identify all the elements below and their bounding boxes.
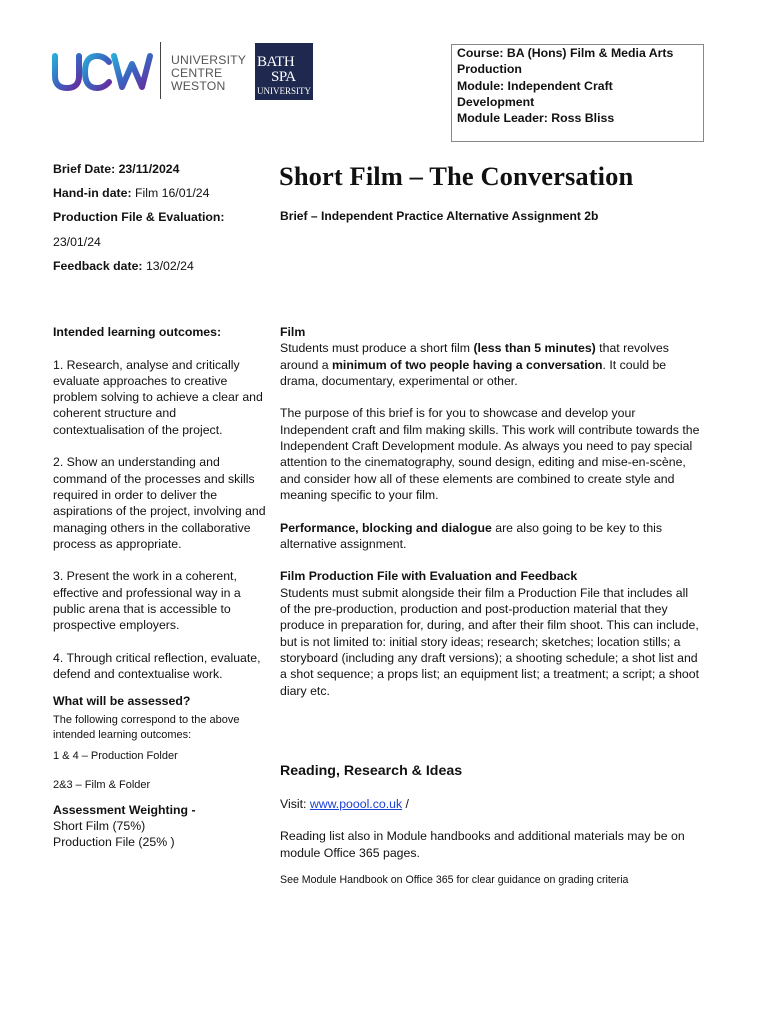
visit-line: Visit: www.poool.co.uk / <box>280 796 409 811</box>
course-line-1: Course: BA (Hons) Film & Media Arts <box>457 46 674 60</box>
film-paragraph-1: Students must produce a short film (less than 5 minutes) that revolves around a minimum of two people having a conversation. It could be drama, documentary, experimental or other. <box>280 341 669 388</box>
page-subtitle: Brief – Independent Practice Alternative Assignment 2b <box>280 209 599 223</box>
left-column <box>53 324 268 851</box>
course-line-5: Module Leader: Ross Bliss <box>457 111 615 126</box>
outcome-2: 2. Show an understanding and command of the processes and skills required in order to deliver the aspirations of the project, involving and managing others in the collaborative process as appropriate. <box>53 455 266 551</box>
university-centre-line-1: UNIVERSITY <box>171 53 247 67</box>
bath-spa-line-3: UNIVERSITY <box>257 86 311 96</box>
handbook-note: See Module Handbook on Office 365 for clear guidance on grading criteria <box>280 874 629 887</box>
assessed-item-1: 1 & 4 – Production Folder <box>53 749 178 762</box>
brief-date: Brief Date: 23/11/2024 <box>53 162 180 176</box>
ucw-logo-graphic <box>52 52 154 92</box>
weighting-heading: Assessment Weighting - <box>53 802 196 817</box>
page-title: Short Film – The Conversation <box>279 161 634 191</box>
outcomes-heading: Intended learning outcomes: <box>53 325 222 339</box>
outcome-4: 4. Through critical reflection, evaluate, defend and contextualise work. <box>53 650 261 682</box>
bath-spa-logo <box>255 43 313 100</box>
bath-spa-line-2: SPA <box>271 69 296 85</box>
poool-link[interactable]: www.poool.co.uk <box>309 796 403 811</box>
reading-body: Reading list also in Module handbooks and additional materials may be on module Office 365 pages. <box>280 829 685 860</box>
course-line-3: Module: Independent Craft <box>457 78 613 93</box>
right-column <box>280 324 700 887</box>
production-file-date-value: 23/01/24 <box>53 235 101 249</box>
logo-divider <box>160 42 161 99</box>
course-line-2: Production <box>457 62 522 77</box>
production-file-date-label: Production File & Evaluation: <box>53 210 225 224</box>
hand-in-date: Hand-in date: Film 16/01/24 <box>53 186 210 200</box>
assessed-item-2: 2&3 – Film & Folder <box>53 779 151 792</box>
outcome-3: 3. Present the work in a coherent, effective and professional way in a public arena that is accessible to prospective employers. <box>53 569 241 633</box>
weighting-item-1: Short Film (75%) <box>53 819 146 834</box>
outcome-1: 1. Research, analyse and critically evaluate approaches to creative problem solving to achieve a clear and coherent structure and contextualisation of the project. <box>53 357 263 437</box>
feedback-date: Feedback date: 13/02/24 <box>53 259 194 273</box>
production-file-body: Students must submit alongside their film a Production File that includes all of the pre-production, production and post-production material that they produce in preparation for, during, and after their film shoot. This can include, but is not limited to: initial story ideas; research; sketches; location stills; a storyboard (including any draft versions); a shooting schedule; a shot list and a shot sequence; a props list; an equipment list; a treatment; a script; a shoot diary etc. <box>280 585 700 698</box>
ucw-logo <box>52 52 154 92</box>
assessed-intro: The following correspond to the above intended learning outcomes: <box>53 713 240 742</box>
film-paragraph-3: Performance, blocking and dialogue are also going to be key to this alternative assignment. <box>280 520 663 551</box>
assessed-heading: What will be assessed? <box>53 693 191 708</box>
film-heading: Film <box>280 325 306 339</box>
film-paragraph-2: The purpose of this brief is for you to showcase and develop your Independent craft and film making skills. This work will contribute towards the Independent Craft Development module. As always you need to pay special attention to the cinematography, sound design, editing and mise-en-scène, and consider how all of these elements are combined to create style and meaning specific to your film. <box>280 406 700 502</box>
course-line-4: Development <box>457 94 535 109</box>
weighting-item-2: Production File (25% ) <box>53 835 175 850</box>
bath-spa-line-1: BATH <box>257 54 295 70</box>
course-info-box <box>451 44 704 142</box>
production-file-heading: Film Production File with Evaluation and Feedback <box>280 569 578 584</box>
reading-heading: Reading, Research & Ideas <box>280 762 463 779</box>
university-centre-line-2: CENTRE <box>171 66 223 80</box>
university-centre-line-3: WESTON <box>171 79 226 93</box>
